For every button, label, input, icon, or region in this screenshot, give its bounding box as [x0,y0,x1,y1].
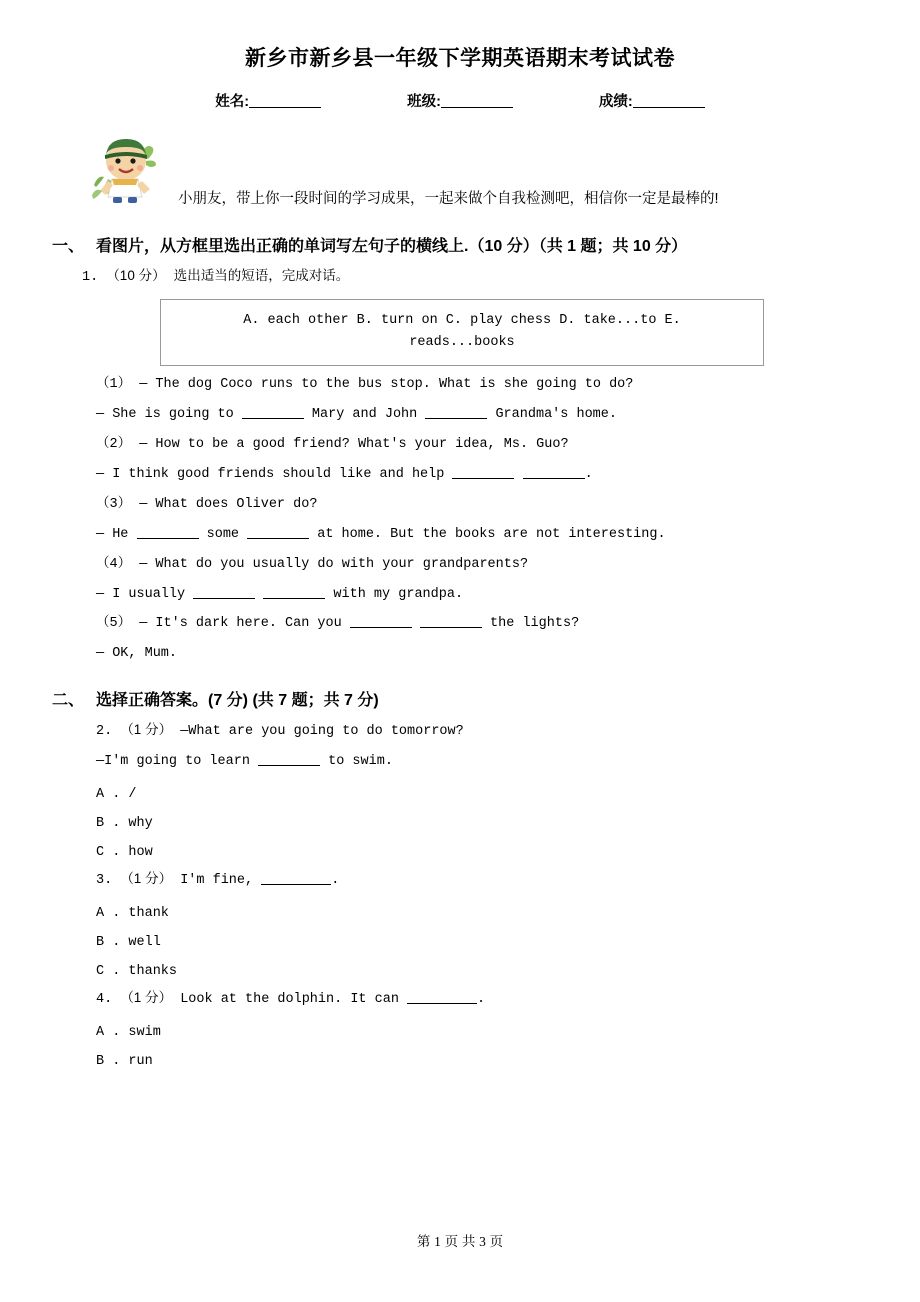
question-3-number: 3. [96,873,113,889]
section-1-number: 一、 [52,238,85,255]
answer-blank[interactable] [137,526,199,539]
answer-blank[interactable] [407,991,477,1004]
question-3-option-a[interactable]: A . thank [96,906,169,922]
name-label: 姓名: [215,94,250,110]
question-3-score: （1 分） [120,871,173,887]
student-info-row [52,90,868,111]
answer-blank[interactable] [420,615,482,628]
answer-blank[interactable] [263,586,325,599]
q1-item-3-answer-pre: — He [96,526,137,542]
footer-page-number: 1 [434,1234,441,1249]
question-2-option-c[interactable]: C . how [96,845,153,861]
q1-item-5-question [52,614,868,635]
section-2-number: 二、 [52,692,85,710]
question-2-number: 2. [96,724,113,740]
footer-mid: 页 共 [440,1234,480,1249]
q1-item-3-question: （3） — What does Oliver do? [96,496,318,512]
question-2-text: —What are you going to do tomorrow? [180,724,464,740]
q1-item-2-answer-mid [514,467,522,482]
q1-item-1-question: （1） — The dog Coco runs to the bus stop. What is she going to do? [96,377,634,393]
q1-item-1-answer-post: Grandma's home. [487,407,617,423]
answer-blank[interactable] [193,586,255,599]
question-1-score: （10 分） [106,268,166,283]
q1-item-3-answer-mid: some [198,526,248,542]
question-2-stem [52,720,868,743]
question-3-option-c[interactable]: C . thanks [96,964,178,980]
answer-blank[interactable] [350,615,412,628]
question-4-number: 4. [96,992,113,1008]
class-field [407,90,513,111]
question-1-number: 1. [82,270,99,285]
class-blank [441,94,513,108]
question-2-score: （1 分） [120,722,173,738]
q1-item-2-answer-post: . [584,466,593,482]
q1-item-1-answer-pre: — She is going to [96,407,242,423]
question-1-prompt [52,266,868,289]
q1-item-4-answer [52,585,868,606]
choice-box [160,299,764,366]
question-4-option-a[interactable]: A . swim [96,1025,161,1041]
q1-item-5-answer: — OK, Mum. [96,646,178,662]
section-1-title: 看图片，从方框里选出正确的单词写左句子的横线上.（10 分）（共 1 题；共 10 分） [96,238,688,255]
footer-total-pages: 3 [479,1234,486,1249]
q1-item-2-answer-pre: — I think good friends should like and help [96,466,453,482]
section-2-title: 选择正确答案。(7 分) (共 7 题；共 7 分) [96,692,379,710]
footer-pre: 第 [416,1234,435,1249]
question-3-text-pre: I'm fine, [180,873,262,889]
question-2-stem-2 [52,752,868,773]
q1-item-2-question: （2） — How to be a good friend? What's your idea, Ms. Guo? [96,436,569,452]
q1-item-5-question-pre: （5） — It's dark here. Can you [96,616,350,632]
answer-blank[interactable] [452,466,514,479]
question-4-text-pre: Look at the dolphin. It can [180,992,408,1008]
question-2-option-a[interactable]: A . / [96,787,137,803]
question-4-score: （1 分） [120,990,173,1006]
question-3-text-post: . [331,873,340,889]
q1-item-5-question-post: the lights? [481,616,580,632]
answer-blank[interactable] [242,406,304,419]
section-heading-2 [52,687,868,710]
question-3-stem [52,869,868,892]
question-4-text-post: . [477,992,486,1008]
footer-post: 页 [485,1234,504,1249]
q1-item-4-answer-mid [255,587,263,602]
q1-item-2-answer [52,465,868,486]
choice-box-line-1: A. each other B. turn on C. play chess D. take...to E. [243,312,681,328]
choice-box-line-2: reads...books [409,334,515,350]
q1-item-4-question: （4） — What do you usually do with your grandparents? [96,556,529,572]
section-heading-1 [52,233,868,256]
intro-block [52,125,868,211]
question-4-option-b[interactable]: B . run [96,1054,153,1070]
score-field [599,90,705,111]
page-footer [0,1230,920,1250]
q1-item-1-answer-mid: Mary and John [303,407,426,423]
intro-text: 小朋友，带上你一段时间的学习成果，一起来做个自我检测吧，相信你一定是最棒的! [178,191,719,207]
answer-blank[interactable] [247,526,309,539]
answer-blank[interactable] [523,466,585,479]
q1-item-4-answer-post: with my grandpa. [325,586,464,602]
question-2-stem2-pre: —I'm going to learn [96,754,259,770]
q1-item-5-question-mid [412,616,420,631]
class-label: 班级: [407,94,441,110]
q1-item-3-answer-post: at home. But the books are not interesting. [309,526,666,542]
page-title: 新乡市新乡县一年级下学期英语期末考试试卷 [245,47,675,70]
question-4-stem [52,988,868,1011]
mascot-icon [86,125,164,205]
name-field [215,90,321,111]
answer-blank[interactable] [425,406,487,419]
q1-item-3-answer [52,525,868,546]
q1-item-1-answer [52,405,868,426]
question-2-option-b[interactable]: B . why [96,816,153,832]
question-1-text: 选出适当的短语，完成对话。 [173,268,350,283]
score-label: 成绩: [598,94,633,110]
question-2-stem2-post: to swim. [320,754,393,770]
answer-blank[interactable] [261,872,331,885]
question-3-option-b[interactable]: B . well [96,935,161,951]
answer-blank[interactable] [258,753,320,766]
score-blank [633,94,705,108]
q1-item-4-answer-pre: — I usually [96,586,194,602]
name-blank [249,94,321,108]
